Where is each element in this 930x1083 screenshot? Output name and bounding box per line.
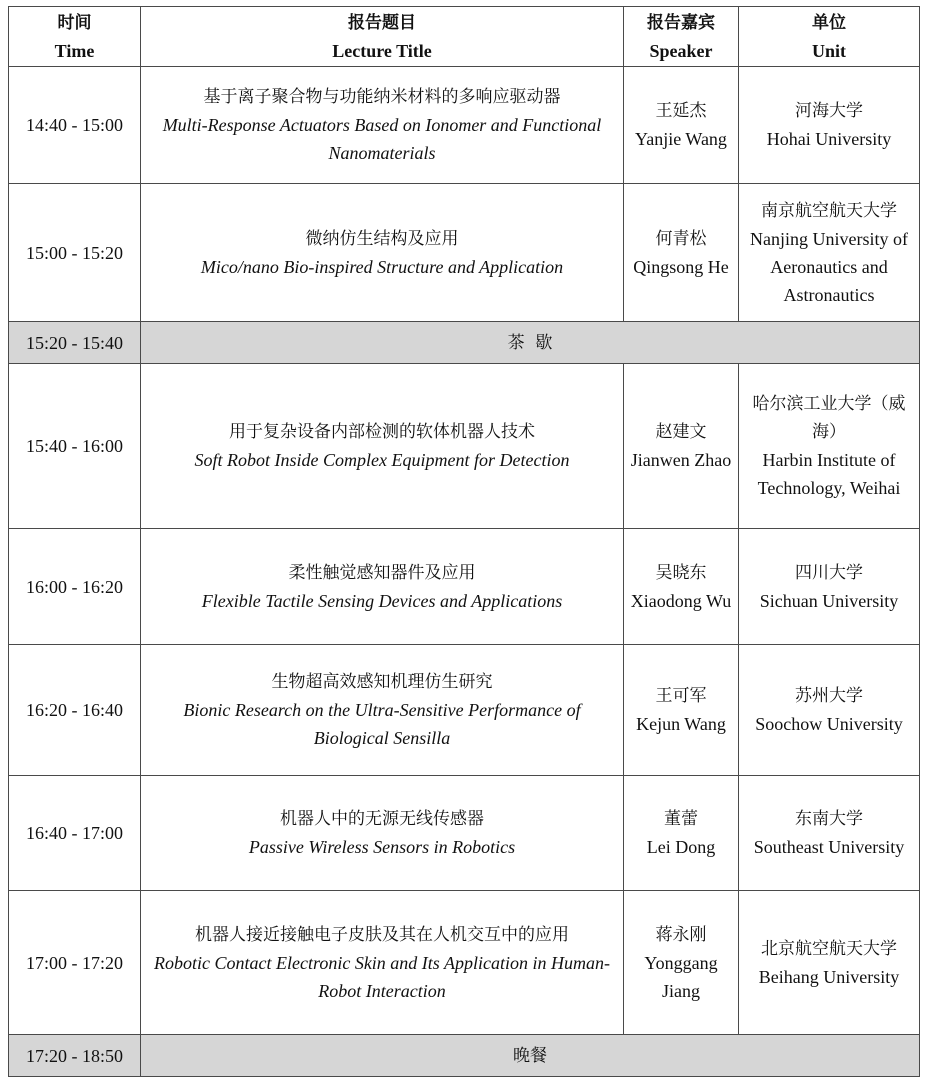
header-time-en: Time (54, 40, 95, 61)
title-cell (141, 184, 624, 322)
speaker-en: Qingsong He (633, 256, 729, 277)
title-en: Soft Robot Inside Complex Equipment for Detection (194, 450, 570, 470)
title-en: Multi-Response Actuators Based on Ionomer and Functional Nanomaterials (162, 115, 602, 163)
header-unit (739, 7, 920, 67)
time-cell: 17:20 - 18:50 (9, 1035, 141, 1077)
break-label: 茶 歇 (141, 322, 920, 364)
title-zh: 基于离子聚合物与功能纳米材料的多响应驱动器 (203, 87, 561, 107)
title-cell (141, 529, 624, 645)
time-cell: 16:00 - 16:20 (9, 529, 141, 645)
speaker-cell (624, 67, 739, 184)
table-row (9, 891, 920, 1035)
speaker-zh: 王可军 (655, 686, 707, 706)
speaker-zh: 王延杰 (655, 101, 707, 121)
speaker-en: Lei Dong (646, 837, 716, 857)
time-cell: 17:00 - 17:20 (9, 891, 141, 1035)
unit-cell (739, 184, 920, 322)
unit-zh: 哈尔滨工业大学（威海） (752, 394, 906, 442)
header-unit-en: Unit (811, 40, 846, 61)
unit-zh: 南京航空航天大学 (761, 200, 897, 221)
speaker-zh: 蒋永刚 (655, 924, 707, 945)
header-title-en: Lecture Title (332, 40, 432, 61)
speaker-zh: 何青松 (655, 228, 707, 249)
speaker-zh: 董蕾 (664, 809, 698, 829)
header-title-zh: 报告题目 (348, 12, 416, 33)
header-speaker (624, 7, 739, 67)
speaker-en: Jianwen Zhao (630, 450, 732, 470)
header-row (9, 7, 920, 67)
unit-cell (739, 776, 920, 891)
title-zh: 柔性触觉感知器件及应用 (288, 562, 476, 583)
title-en: Bionic Research on the Ultra-Sensitive Performance of Biological Sensilla (183, 700, 581, 748)
unit-en: Hohai University (766, 129, 892, 149)
title-zh: 机器人接近接触电子皮肤及其在人机交互中的应用 (195, 924, 569, 945)
table-row (9, 67, 920, 184)
speaker-en: Kejun Wang (636, 714, 726, 734)
title-cell (141, 67, 624, 184)
header-title (141, 7, 624, 67)
title-cell (141, 891, 624, 1035)
time-cell: 14:40 - 15:00 (9, 67, 141, 184)
break-label: 晚餐 (141, 1035, 920, 1077)
unit-en: Nanjing University of Aeronautics and Astronautics (750, 228, 908, 305)
unit-zh: 四川大学 (795, 562, 863, 583)
unit-cell (739, 529, 920, 645)
header-speaker-en: Speaker (649, 40, 713, 61)
title-zh: 机器人中的无源无线传感器 (280, 809, 484, 829)
title-en: Passive Wireless Sensors in Robotics (248, 837, 516, 857)
unit-cell (739, 67, 920, 184)
time-cell: 15:20 - 15:40 (9, 322, 141, 364)
time-cell: 16:40 - 17:00 (9, 776, 141, 891)
unit-zh: 东南大学 (795, 809, 863, 829)
header-unit-zh: 单位 (812, 12, 846, 33)
title-en: Robotic Contact Electronic Skin and Its Application in Human-Robot Interaction (154, 952, 610, 1001)
speaker-en: Yanjie Wang (635, 129, 727, 149)
unit-en: Beihang University (758, 966, 900, 987)
unit-cell (739, 891, 920, 1035)
table-row (9, 184, 920, 322)
title-cell (141, 776, 624, 891)
title-en: Flexible Tactile Sensing Devices and Applications (201, 590, 563, 611)
speaker-cell (624, 776, 739, 891)
table-row (9, 776, 920, 891)
speaker-cell (624, 184, 739, 322)
speaker-en: Xiaodong Wu (630, 590, 732, 611)
title-cell (141, 645, 624, 776)
unit-zh: 苏州大学 (795, 686, 863, 706)
unit-en: Southeast University (753, 837, 905, 857)
title-zh: 微纳仿生结构及应用 (305, 228, 459, 249)
title-en: Mico/nano Bio-inspired Structure and Application (200, 256, 564, 277)
speaker-zh: 吴晓东 (655, 562, 707, 583)
table-row (9, 645, 920, 776)
speaker-cell (624, 364, 739, 529)
header-speaker-zh: 报告嘉宾 (647, 12, 715, 33)
header-time-zh: 时间 (57, 12, 92, 33)
time-cell: 15:00 - 15:20 (9, 184, 141, 322)
table-row (9, 529, 920, 645)
break-row (9, 322, 920, 364)
unit-cell (739, 645, 920, 776)
speaker-cell (624, 645, 739, 776)
header-time (9, 7, 141, 67)
unit-en: Soochow University (755, 714, 903, 734)
title-zh: 生物超高效感知机理仿生研究 (271, 672, 493, 692)
speaker-cell (624, 891, 739, 1035)
unit-en: Sichuan University (759, 590, 899, 611)
title-cell (141, 364, 624, 529)
schedule-table (8, 6, 920, 1077)
table-row (9, 364, 920, 529)
time-cell: 16:20 - 16:40 (9, 645, 141, 776)
speaker-cell (624, 529, 739, 645)
break-row (9, 1035, 920, 1077)
unit-en: Harbin Institute of Technology, Weihai (757, 450, 901, 498)
title-zh: 用于复杂设备内部检测的软体机器人技术 (229, 422, 535, 442)
speaker-zh: 赵建文 (655, 422, 707, 442)
speaker-en: Yonggang Jiang (644, 952, 718, 1001)
unit-cell (739, 364, 920, 529)
time-cell: 15:40 - 16:00 (9, 364, 141, 529)
unit-zh: 河海大学 (795, 101, 863, 121)
unit-zh: 北京航空航天大学 (761, 938, 897, 959)
